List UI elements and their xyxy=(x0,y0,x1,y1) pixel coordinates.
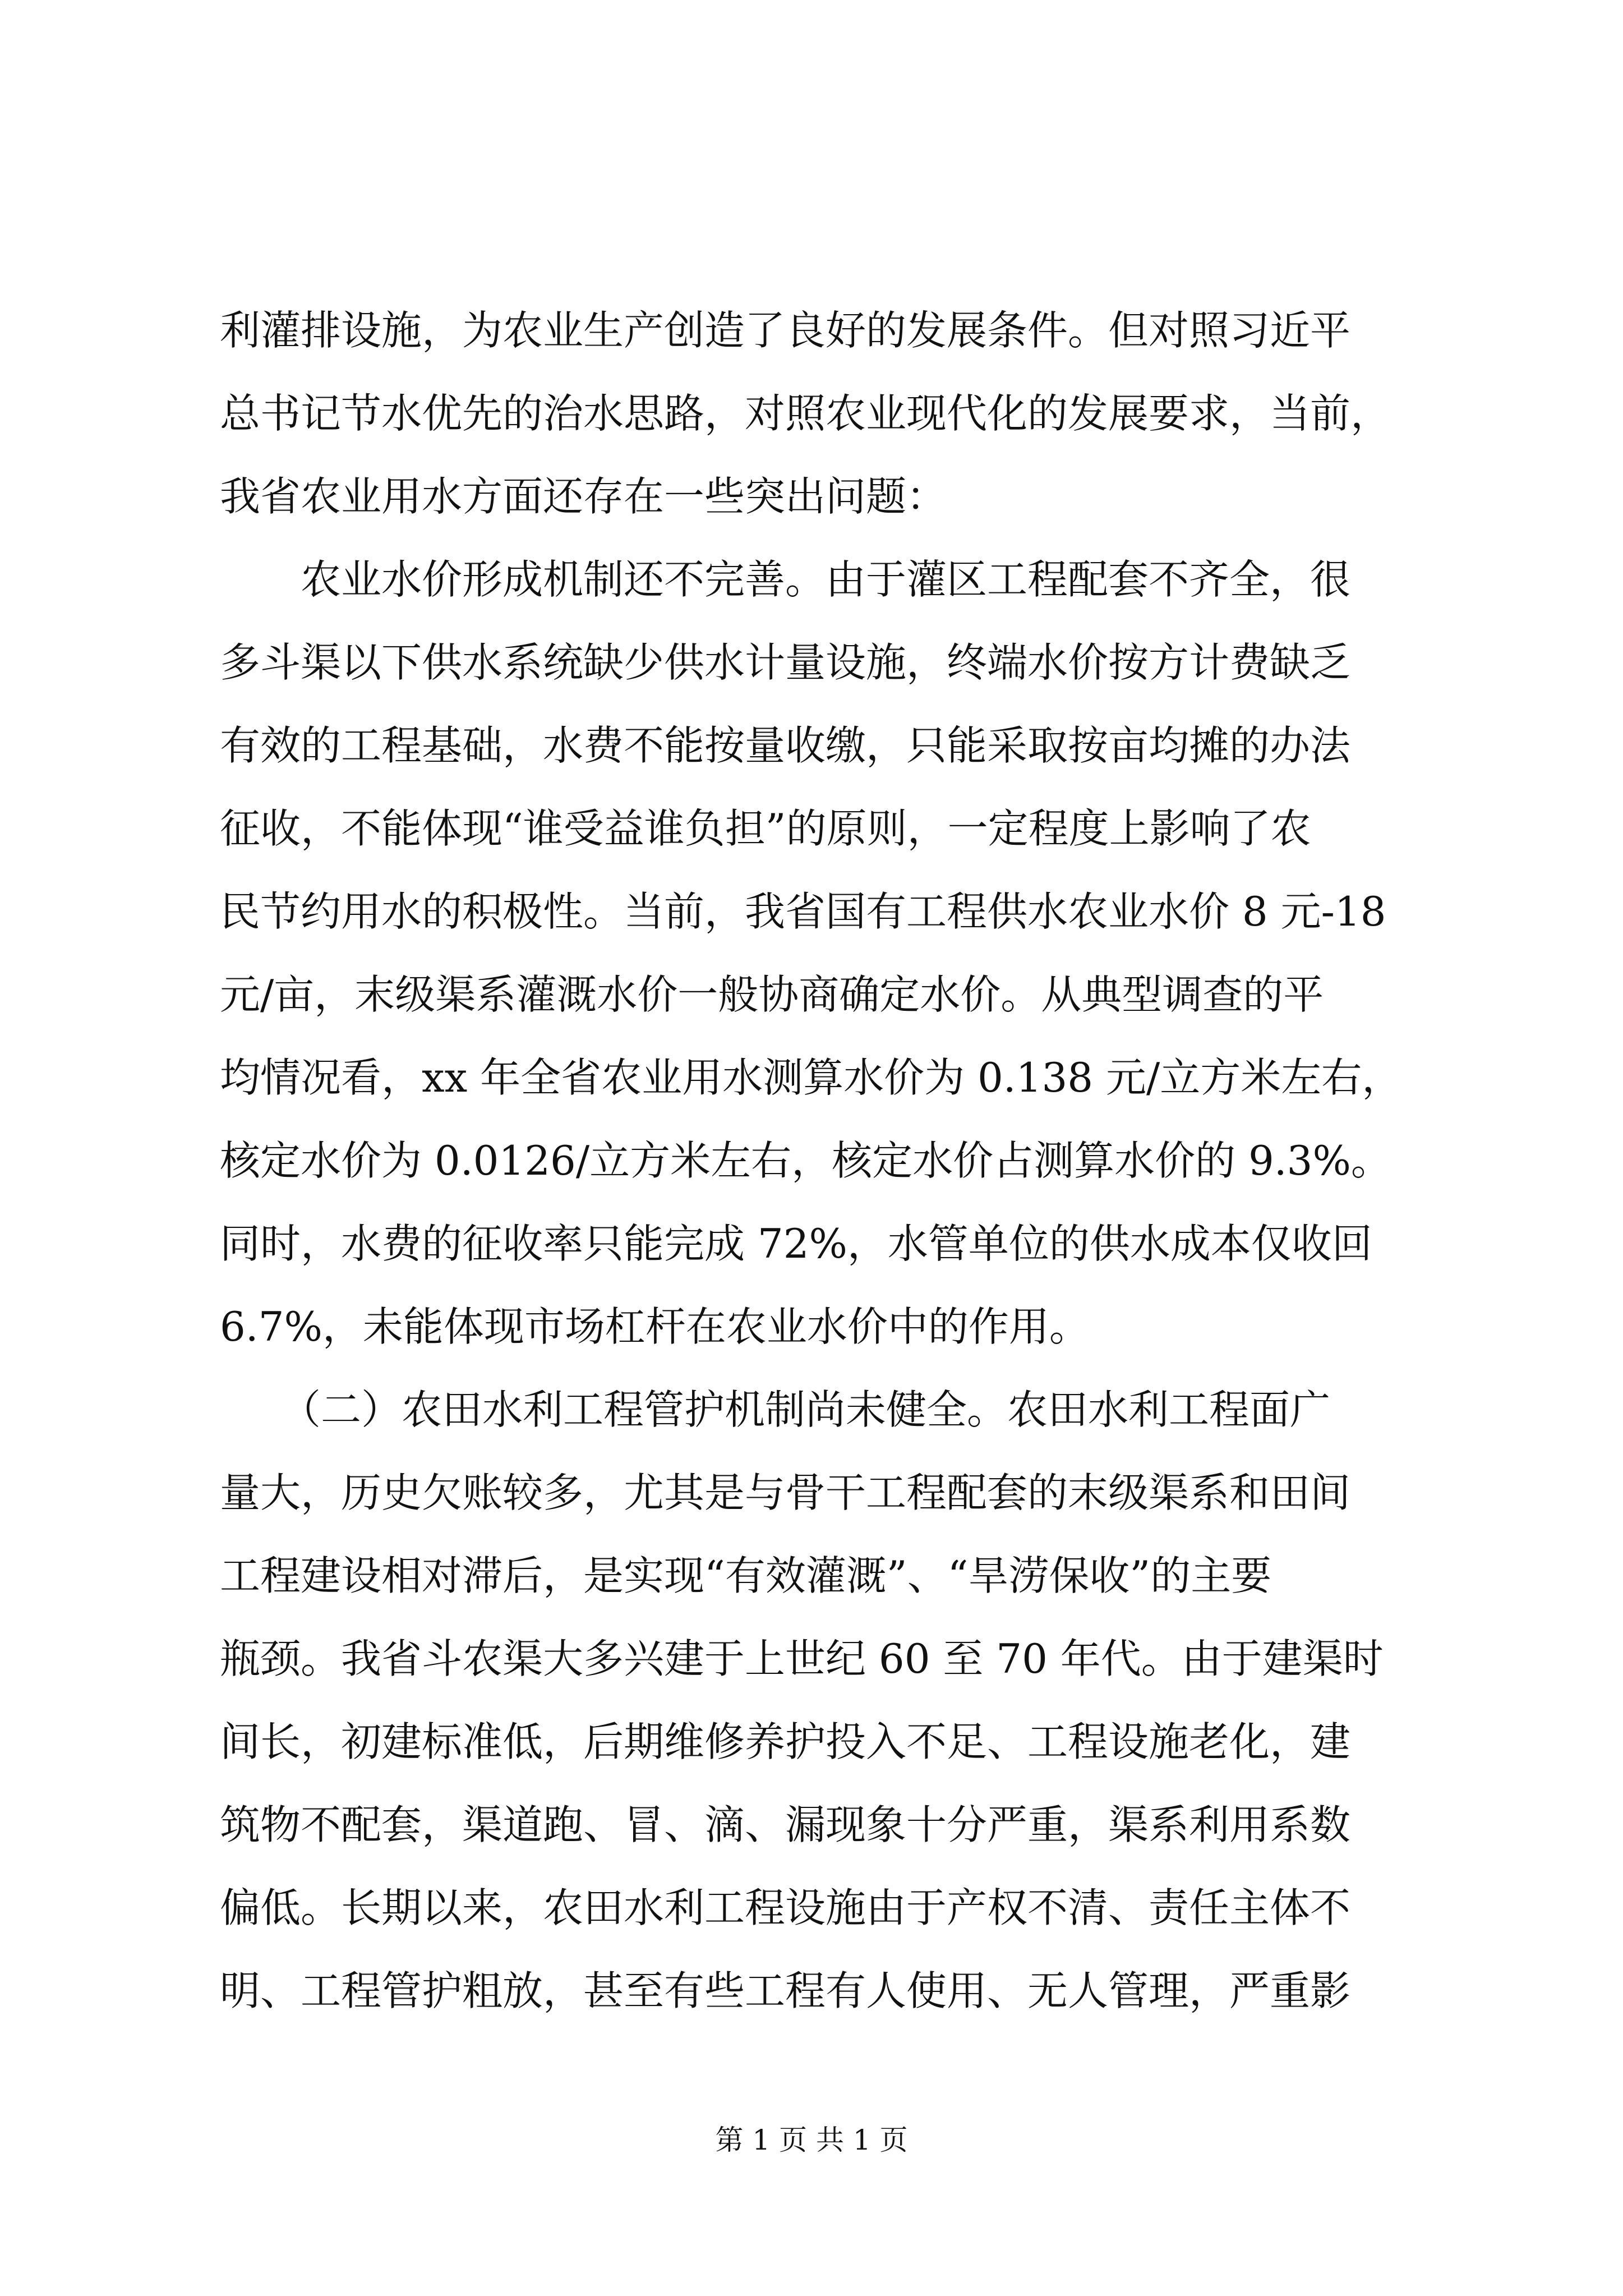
text-line: 多斗渠以下供水系统缺少供水计量设施，终端水价按方计费缺乏 xyxy=(220,639,1351,686)
text-line: 民节约用水的积极性。当前，我省国有工程供水农业水价 8 元-18 xyxy=(220,888,1386,935)
text-line: 我省农业用水方面还存在一些突出问题： xyxy=(220,473,947,520)
text-line: 征收，不能体现“谁受益谁负担”的原则，一定程度上影响了农 xyxy=(220,805,1311,852)
text-line: 元/亩，末级渠系灌溉水价一般协商确定水价。从典型调查的平 xyxy=(220,971,1324,1018)
text-line: 间长，初建标准低，后期维修养护投入不足、工程设施老化，建 xyxy=(220,1718,1351,1765)
text-line: 筑物不配套，渠道跑、冒、滴、漏现象十分严重，渠系利用系数 xyxy=(220,1801,1351,1848)
text-line: 核定水价为 0.0126/立方米左右，核定水价占测算水价的 9.3%。 xyxy=(220,1137,1391,1184)
body-text xyxy=(220,289,1428,2032)
text-line: 有效的工程基础，水费不能按量收缴，只能采取按亩均摊的办法 xyxy=(220,722,1351,769)
text-line: 农业水价形成机制还不完善。由于灌区工程配套不齐全，很 xyxy=(220,556,1351,603)
text-line: 均情况看，xx 年全省农业用水测算水价为 0.138 元/立方米左右， xyxy=(220,1054,1403,1101)
page-footer: 第 1 页 共 1 页 xyxy=(715,2124,908,2156)
text-line: （二）农田水利工程管护机制尚未健全。农田水利工程面广 xyxy=(220,1386,1331,1433)
text-line: 偏低。长期以来，农田水利工程设施由于产权不清、责任主体不 xyxy=(220,1884,1351,1931)
text-line: 利灌排设施，为农业生产创造了良好的发展条件。但对照习近平 xyxy=(220,307,1351,354)
text-line: 总书记节水优先的治水思路，对照农业现代化的发展要求，当前， xyxy=(220,390,1391,437)
text-line: 工程建设相对滞后，是实现“有效灌溉”、“旱涝保收”的主要 xyxy=(220,1552,1272,1599)
text-line: 量大，历史欠账较多，尤其是与骨干工程配套的末级渠系和田间 xyxy=(220,1469,1351,1516)
text-line: 瓶颈。我省斗农渠大多兴建于上世纪 60 至 70 年代。由于建渠时 xyxy=(220,1635,1384,1682)
text-line: 明、工程管护粗放，甚至有些工程有人使用、无人管理，严重影 xyxy=(220,1967,1351,2014)
text-line: 6.7%，未能体现市场杠杆在农业水价中的作用。 xyxy=(220,1303,1090,1350)
text-line: 同时，水费的征收率只能完成 72%，水管单位的供水成本仅收回 xyxy=(220,1220,1372,1267)
